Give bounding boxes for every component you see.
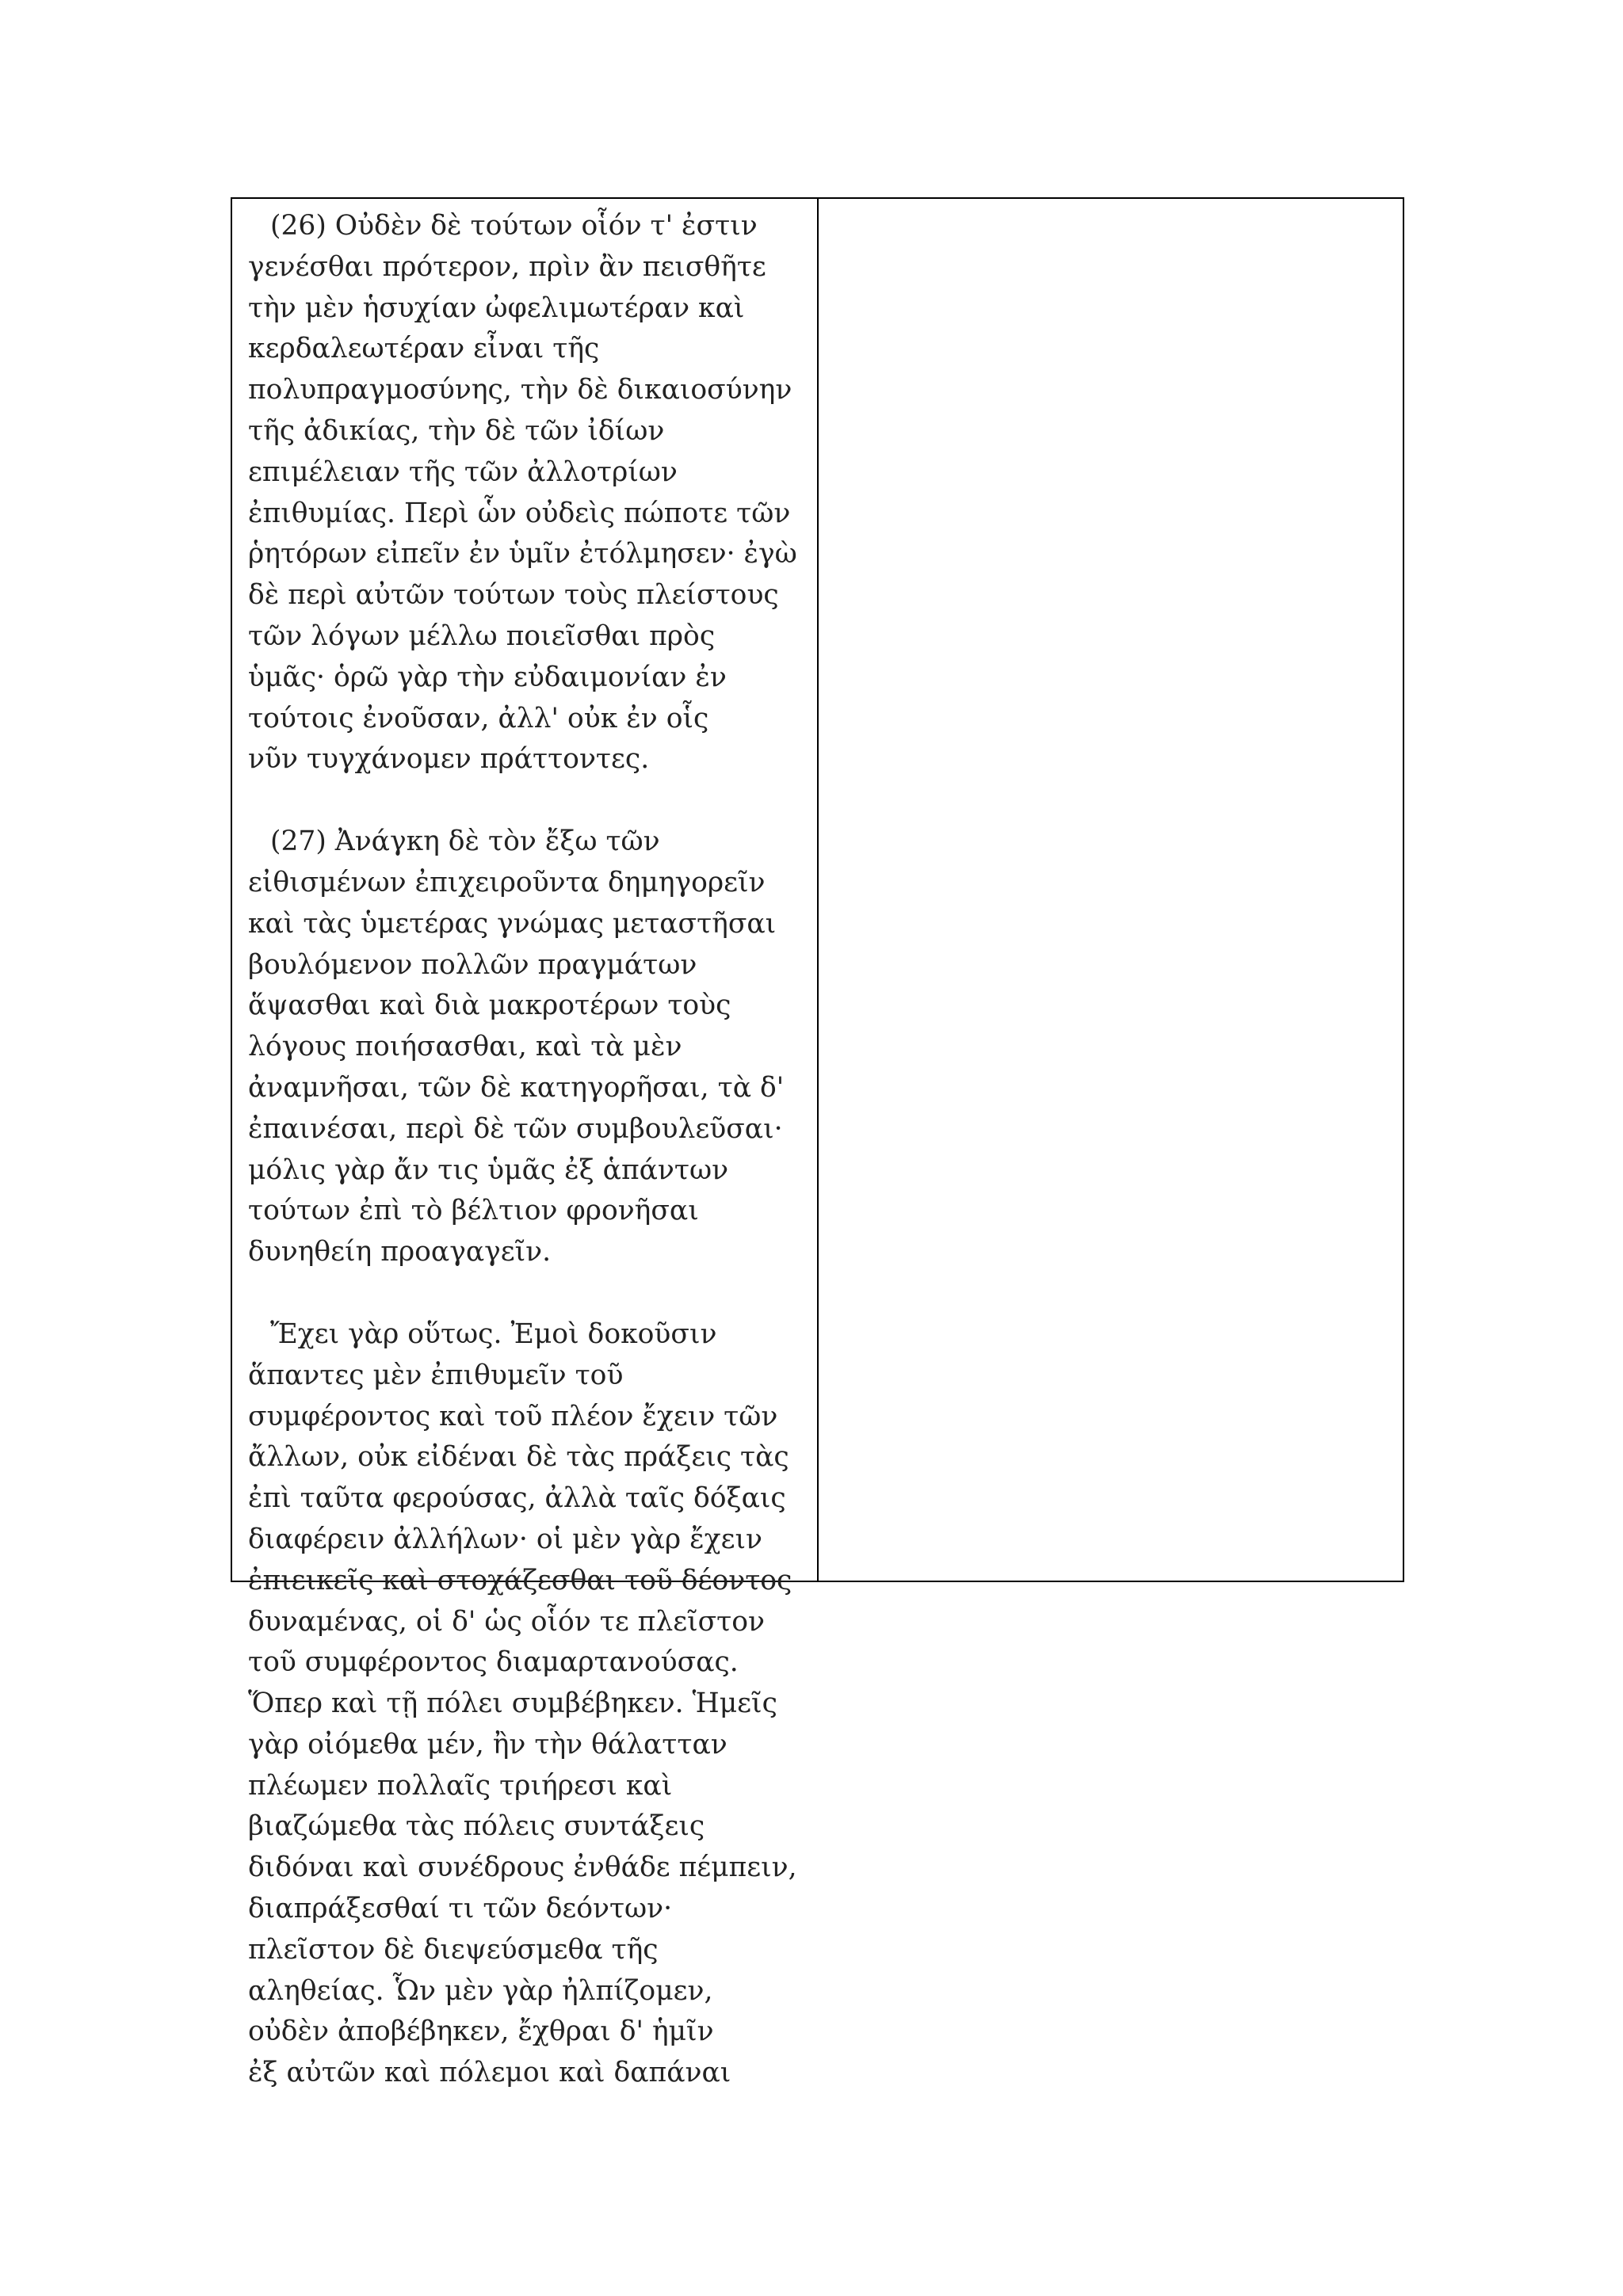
text-line: βιαζώμεθα τὰς πόλεις συντάξεις [248,1810,705,1843]
text-line: ἐπαινέσαι, περὶ δὲ τῶν συμβουλεῦσαι· [248,1112,783,1145]
text-line: επιμέλειαν τῆς τῶν ἀλλοτρίων [248,456,678,488]
text-line: Ὅπερ καὶ τῇ πόλει συμβέβηκεν. Ἡμεῖς [248,1688,777,1720]
text-line: τῆς ἀδικίας, τὴν δὲ τῶν ἰδίων [248,414,665,447]
text-line: ἀναμνῆσαι, τῶν δὲ κατηγορῆσαι, τὰ δ' [248,1071,785,1104]
text-line: τούτοις ἐνοῦσαν, ἀλλ' οὐκ ἐν οἷς [248,702,709,734]
text-line: λόγους ποιήσασθαι, καὶ τὰ μὲν [248,1031,682,1063]
text-line: εἰθισμένων ἐπιχειροῦντα δημηγορεῖν [248,866,766,898]
text-line: γὰρ οἰόμεθα μέν, ἢν τὴν θάλατταν [248,1728,727,1760]
text-line: καὶ τὰς ὑμετέρας γνώμας μεταστῆσαι [248,907,777,940]
text-line: τούτων ἐπὶ τὸ βέλτιον φρονῆσαι [248,1195,699,1227]
text-line: ὑμᾶς· ὁρῶ γὰρ τὴν εὐδαιμονίαν ἐν [248,661,727,693]
text-line: νῦν τυγχάνομεν πράττοντες. [248,743,650,776]
text-line: ἐξ αὐτῶν καὶ πόλεμοι καὶ δαπάναι [248,2057,731,2089]
text-line: μόλις γὰρ ἄν τις ὑμᾶς ἐξ ἁπάντων [248,1154,729,1186]
text-line: δυναμένας, οἱ δ' ὡς οἷόν τε πλεῖστον [248,1605,765,1638]
text-line: ἅψασθαι καὶ διὰ μακροτέρων τοὺς [248,990,731,1022]
text-line: ἐπιεικεῖς καὶ στοχάζεσθαι τοῦ δέοντος [248,1564,792,1596]
text-line: πλέωμεν πολλαῖς τριήρεσι καὶ [248,1769,673,1802]
text-line: (27) Ἀνάγκη δὲ τὸν ἔξω τῶν [270,826,660,858]
greek-text-column [232,199,819,2089]
text-line: πλεῖστον δὲ διεψεύσμεθα τῆς [248,1933,659,1966]
text-line: οὐδὲν ἀποβέβηκεν, ἔχθραι δ' ἡμῖν [248,2016,714,2048]
text-line: Ἔχει γὰρ οὕτως. Ἐμοὶ δοκοῦσιν [270,1318,717,1350]
paragraph-3 [248,1314,808,2094]
text-line: ἄλλων, οὐκ εἰδέναι δὲ τὰς πράξεις τὰς [248,1441,789,1474]
text-line: δυνηθείη προαγαγεῖν. [248,1236,552,1268]
text-line: (26) Οὐδὲν δὲ τούτων οἷόν τ' ἐστιν [270,210,758,242]
text-line: βουλόμενον πολλῶν πραγμάτων [248,948,697,981]
text-line: ἐπιθυμίας. Περὶ ὧν οὐδεὶς πώποτε τῶν [248,497,791,529]
text-line: τοῦ συμφέροντος διαμαρτανούσας. [248,1646,739,1679]
text-line: κερδαλεωτέραν εἶναι τῆς [248,333,600,365]
text-line: αληθείας. Ὧν μὲν γὰρ ἠλπίζομεν, [248,1974,713,2007]
text-line: ῥητόρων εἰπεῖν ἐν ὑμῖν ἐτόλμησεν· ἐγὼ [248,538,797,570]
text-line: δὲ περὶ αὐτῶν τούτων τοὺς πλείστους [248,579,779,612]
paragraph-2 [248,822,808,1273]
text-line: γενέσθαι πρότερον, πρὶν ἂν πεισθῆτε [248,250,766,283]
text-line: τὴν μὲν ἡσυχίαν ὠφελιμωτέραν καὶ [248,292,745,324]
text-line: ἐπὶ ταῦτα φερούσας, ἀλλὰ ταῖς δόξαις [248,1482,786,1515]
text-table [231,197,1404,2089]
text-line: διδόναι καὶ συνέδρους ἐνθάδε πέμπειν, [248,1852,797,1884]
text-line: συμφέροντος καὶ τοῦ πλέον ἔχειν τῶν [248,1400,778,1432]
text-line: πολυπραγμοσύνης, τὴν δὲ δικαιοσύνην [248,374,792,406]
text-line: τῶν λόγων μέλλω ποιεῖσθαι πρὸς [248,620,716,652]
text-line: διαπράξεσθαί τι τῶν δεόντων· [248,1893,673,1925]
text-line: διαφέρειν ἀλλήλων· οἱ μὲν γὰρ ἔχειν [248,1523,762,1555]
translation-column-empty [819,199,1403,1581]
paragraph-1 [248,206,808,780]
text-line: ἅπαντες μὲν ἐπιθυμεῖν τοῦ [248,1359,624,1391]
